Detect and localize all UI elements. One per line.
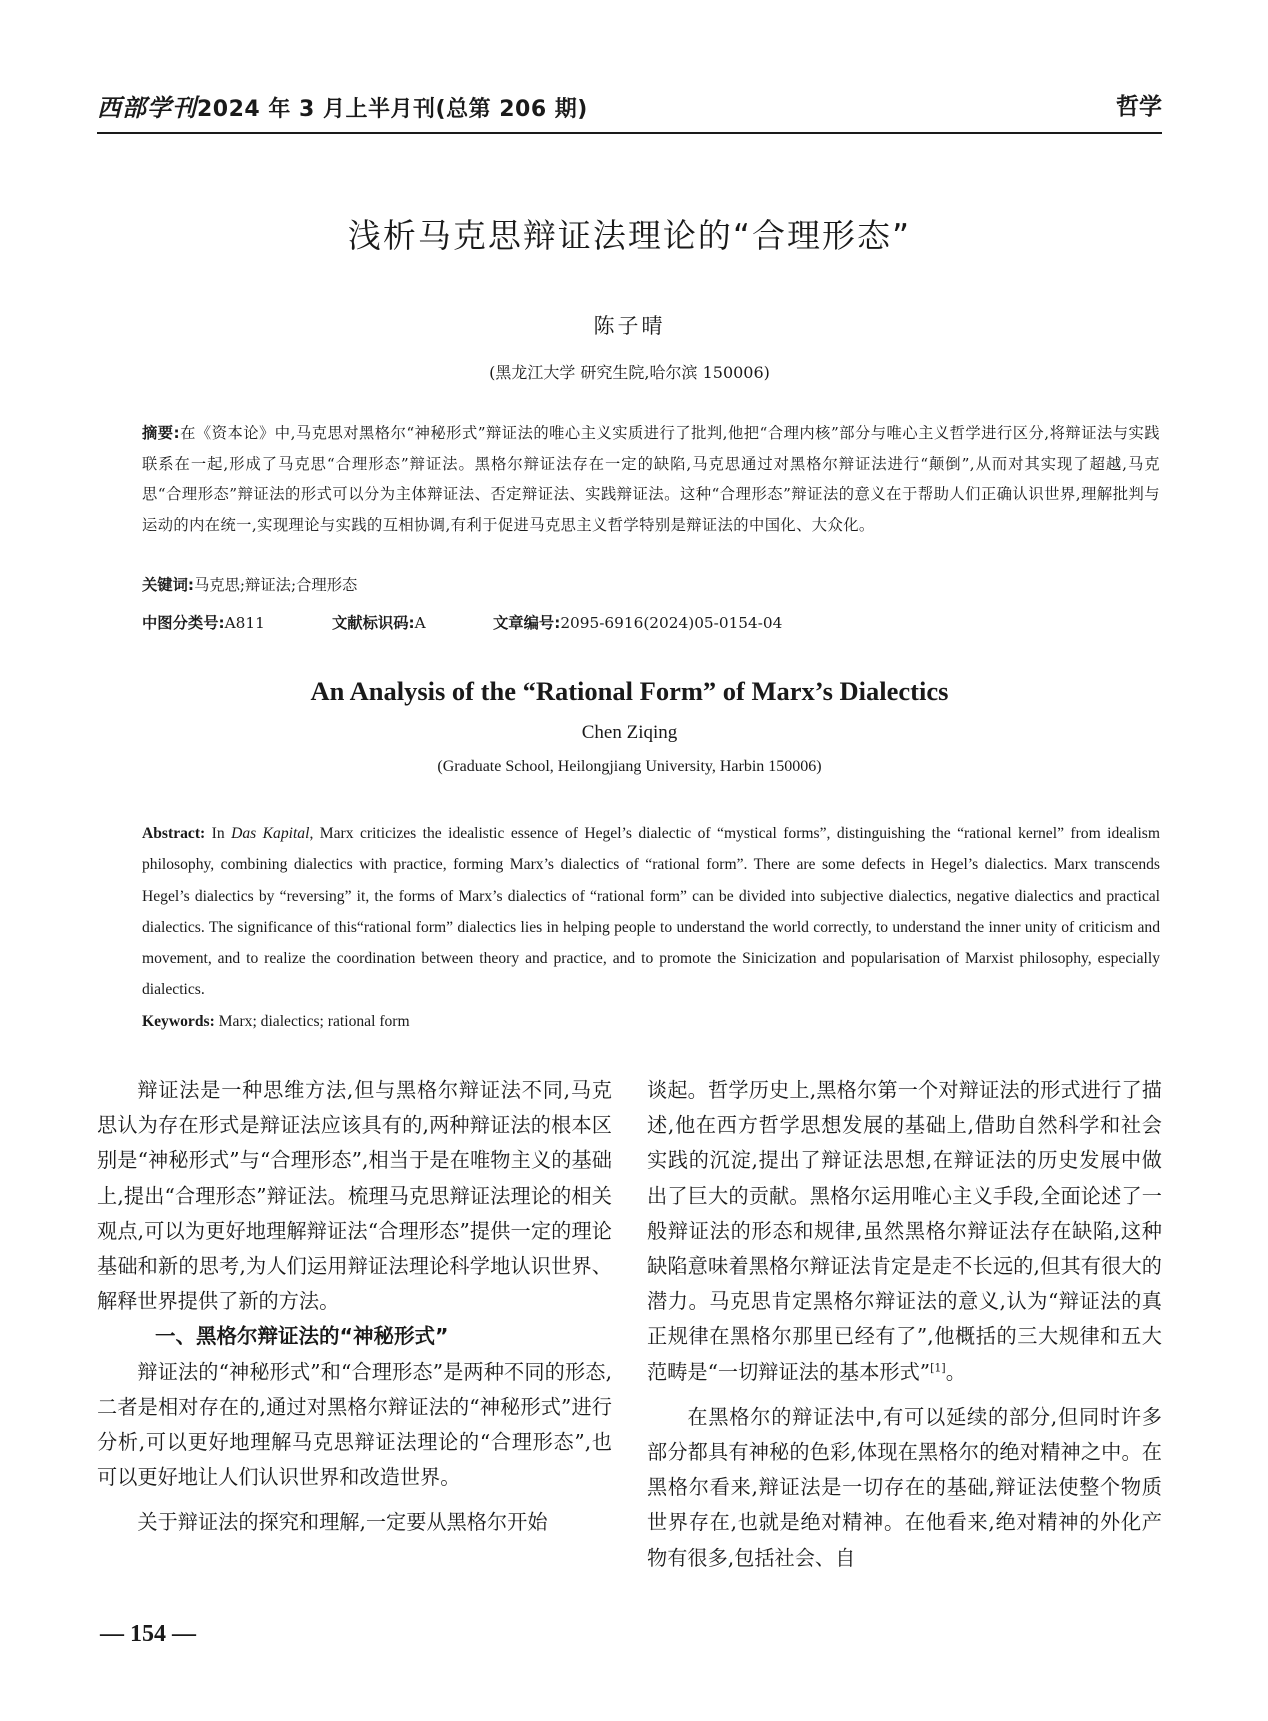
body-column-right <box>647 1073 1162 1576</box>
keywords-en-label: Keywords: <box>142 1013 215 1030</box>
body-paragraph: 辩证法是一种思维方法,但与黑格尔辩证法不同,马克思认为存在形式是辩证法应该具有的,两种辩证法的根本区别是“神秘形式”与“合理形态”,相当于是在唯物主义的基础上,提出“合理形态”辩证法。梳理马克思辩证法理论的相关观点,可以为更好地理解辩证法“合理形态”提供一定的理论基础和新的思考,为人们运用辩证法理论科学地认识世界、解释世界提供了新的方法。 <box>97 1078 612 1314</box>
keywords-en <box>142 1013 410 1031</box>
article-number-value: 2095-6916(2024)05-0154-04 <box>560 614 783 632</box>
article-title-en: An Analysis of the “Rational Form” of Marx’s Dialectics <box>310 676 949 706</box>
doc-code-value: A <box>414 614 426 632</box>
abstract-en <box>142 818 1160 1006</box>
keywords-en-text: Marx; dialectics; rational form <box>218 1013 410 1030</box>
section-heading: 一、黑格尔辩证法的“神秘形式” <box>155 1324 449 1349</box>
doc-code-label: 文献标识码: <box>332 614 415 632</box>
journal-logo: 西部学刊 <box>97 93 197 122</box>
abstract-cn <box>142 418 1160 540</box>
abstract-en-label: Abstract: <box>142 825 206 842</box>
article-number-label: 文章编号: <box>493 614 561 632</box>
body-paragraph: 辩证法的“神秘形式”和“合理形态”是两种不同的形态,二者是相对存在的,通过对黑格尔辩证法的“神秘形式”进行分析,可以更好地理解马克思辩证法理论的“合理形态”,也可以更好地让人们认识世界和改造世界。 <box>97 1359 612 1490</box>
clc-value: A811 <box>224 614 265 632</box>
header-rule <box>97 132 1162 134</box>
author-en: Chen Ziqing <box>581 722 678 743</box>
article-title-cn: 浅析马克思辩证法理论的“合理形态” <box>347 216 912 255</box>
body-paragraph: 关于辩证法的探究和理解,一定要从黑格尔开始 <box>137 1510 548 1535</box>
body-column-left <box>97 1073 612 1541</box>
classification-line <box>142 611 782 633</box>
abstract-cn-label: 摘要: <box>142 424 181 442</box>
abstract-en-pre: In <box>211 825 232 842</box>
issue-info: 2024 年 3 月上半月刊(总第 206 期) <box>197 97 588 122</box>
affiliation-en: (Graduate School, Heilongjiang University, Harbin 150006) <box>437 758 822 775</box>
section-tag: 哲学 <box>1116 94 1162 120</box>
affiliation-cn: (黑龙江大学 研究生院,哈尔滨 150006) <box>489 363 770 382</box>
body-paragraph-text: 谈起。哲学历史上,黑格尔第一个对辩证法的形式进行了描述,他在西方哲学思想发展的基础上,借助自然科学和社会实践的沉淀,提出了辩证法思想,在辩证法的历史发展中做出了巨大的贡献。黑格尔运用唯心主义手段,全面论述了一般辩证法的形态和规律,虽然黑格尔辩证法存在缺陷,这种缺陷意味着黑格尔辩证法肯定是走不长远的,但其有很大的潜力。马克思肯定黑格尔辩证法的意义,认为“辩证法的真正规律在黑格尔那里已经有了”,他概括的三大规律和五大范畴是“一切辩证法的基本形式” <box>647 1078 1162 1384</box>
abstract-en-italic: Das Kapital <box>231 825 310 842</box>
running-head <box>97 88 588 123</box>
abstract-cn-text: 在《资本论》中,马克思对黑格尔“神秘形式”辩证法的唯心主义实质进行了批判,他把“合理内核”部分与唯心主义哲学进行区分,将辩证法与实践联系在一起,形成了马克思“合理形态”辩证法。黑格尔辩证法存在一定的缺陷,马克思通过对黑格尔辩证法进行“颠倒”,从而对其实现了超越,马克思“合理形态”辩证法的形式可以分为主体辩证法、否定辩证法、实践辩证法。这种“合理形态”辩证法的意义在于帮助人们正确认识世界,理解批判与运动的内在统一,实现理论与实践的互相协调,有利于促进马克思主义哲学特别是辩证法的中国化、大众化。 <box>142 424 1160 534</box>
body-paragraph-continued <box>647 1073 1162 1390</box>
citation-ref: [1] <box>930 1360 946 1374</box>
page-number: — 154 — <box>100 1621 196 1647</box>
keywords-cn-label: 关键词: <box>142 576 195 594</box>
author-cn: 陈子晴 <box>593 314 666 338</box>
body-paragraph-end: 。 <box>945 1359 966 1384</box>
abstract-en-text: , Marx criticizes the idealistic essence of Hegel’s dialectic of “mystical forms”, distinguishing the “rational kernel” from idealism philosophy, combining dialectics with practice, forming Marx’s dialectics of “rational form”. There are some defects in Hegel’s dialectics. Marx transcends Hegel’s dialectics by “reversing” it, the forms of Marx’s dialectics of “rational form” can be divided into subjective dialectics, negative dialectics and practical dialectics. The significance of this“rational form” dialectics lies in helping people to understand the world correctly, to understand the inner unity of criticism and movement, and to realize the coordination between theory and practice, and to promote the Sinicization and popularisation of Marxist philosophy, especially dialectics. <box>142 825 1160 999</box>
clc-label: 中图分类号: <box>142 614 225 632</box>
keywords-cn-text: 马克思;辩证法;合理形态 <box>194 576 358 594</box>
body-paragraph: 在黑格尔的辩证法中,有可以延续的部分,但同时许多部分都具有神秘的色彩,体现在黑格尔的绝对精神之中。在黑格尔看来,辩证法是一切存在的基础,辩证法使整个物质世界存在,也就是绝对精神。在他看来,绝对精神的外化产物有很多,包括社会、自 <box>647 1404 1162 1570</box>
keywords-cn <box>142 573 357 595</box>
